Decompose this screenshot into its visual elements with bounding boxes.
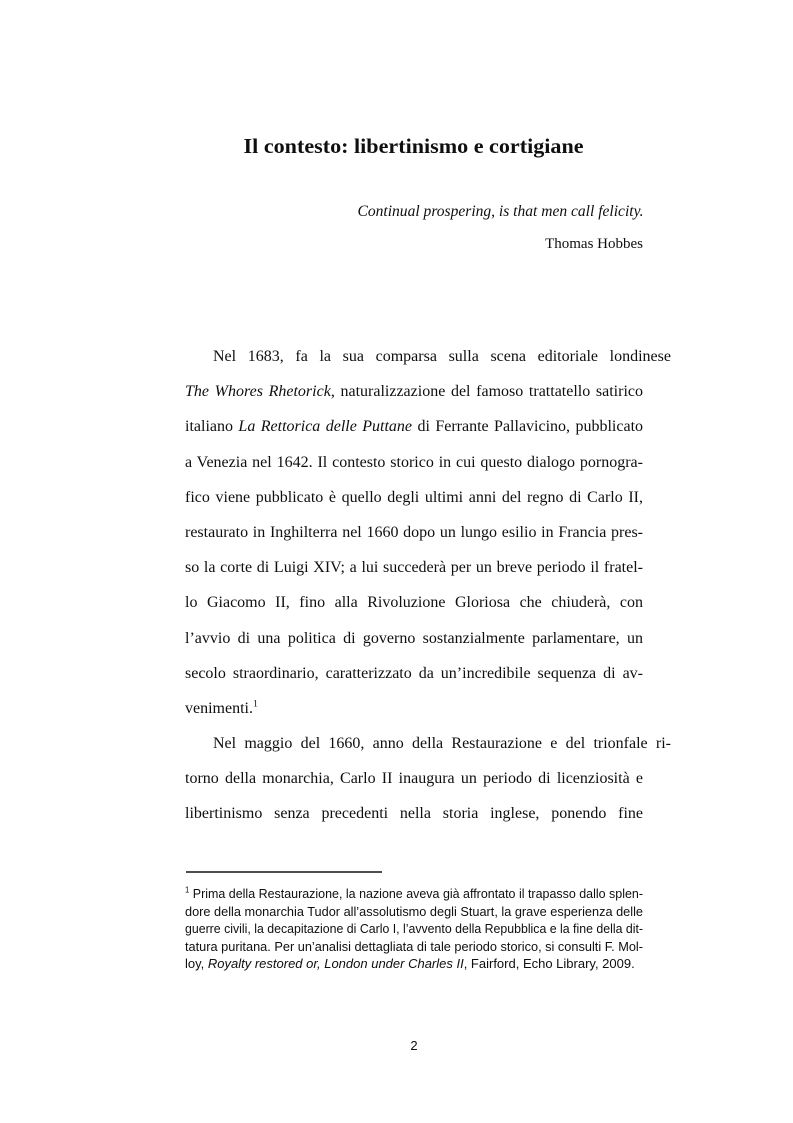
italic-text: The Whores Rhetorick [185, 383, 331, 401]
text-line [185, 409, 643, 444]
text-run: so la corte di Luigi XIV; a lui succederà per un breve periodo il fratel- [185, 559, 643, 577]
page-number: 2 [410, 1038, 418, 1053]
text-run: loy, [185, 956, 208, 971]
chapter-title-text: Il contesto: libertinismo e cortigiane [243, 134, 584, 158]
text-run: tatura puritana. Per un’analisi dettagliata di tale periodo storico, si consulti F. Mol- [185, 938, 643, 954]
text-line [185, 885, 643, 903]
text-line [185, 796, 643, 831]
text-line [185, 339, 671, 374]
text-run: guerre civili, la decapitazione di Carlo I, l’avvento della Repubblica e la fine della dit- [185, 921, 643, 936]
superscript-marker: 1 [185, 885, 190, 895]
text-line [185, 621, 643, 656]
text-run: italiano [185, 418, 239, 436]
text-run: , naturalizzazione del famoso trattatello satirico [330, 383, 643, 401]
text-line [185, 920, 643, 938]
paragraph-1 [185, 339, 671, 726]
footnote [185, 885, 643, 973]
footnote-separator-rule [186, 871, 382, 873]
italic-text: Royalty restored or, London under Charles II [207, 956, 464, 971]
text-run: lo Giacomo II, fino alla Rivoluzione Gloriosa che chiuderà, con [185, 594, 643, 612]
chapter-title [185, 134, 643, 159]
text-line [185, 550, 643, 585]
text-run: , Fairford, Echo Library, 2009. [463, 956, 635, 971]
text-run: Nel maggio del 1660, anno della Restaurazione e del trionfale ri- [213, 735, 671, 753]
text-line [185, 938, 643, 956]
text-run: restaurato in Inghilterra nel 1660 dopo un lungo esilio in Francia pres- [185, 523, 643, 541]
text-run: fico viene pubblicato è quello degli ultimi anni del regno di Carlo II, [185, 488, 643, 506]
text-line [185, 903, 643, 921]
epigraph-quote [185, 202, 643, 222]
text-line [185, 691, 643, 726]
epigraph-attribution: Thomas Hobbes [545, 236, 643, 252]
text-run: di Ferrante Pallavicino, pubblicato [412, 418, 644, 436]
text-run: secolo straordinario, caratterizzato da un’incredibile sequenza di av- [185, 664, 643, 682]
text-line [185, 656, 643, 691]
text-line [185, 374, 643, 409]
text-run: a Venezia nel 1642. Il contesto storico in cui questo dialogo pornogra- [185, 453, 643, 471]
epigraph-quote-text: Continual prospering, is that men call felicity. [357, 203, 643, 220]
paragraph-2 [185, 726, 671, 832]
text-line [185, 585, 643, 620]
text-run: Prima della Restaurazione, la nazione aveva già affrontato il trapasso dallo splen- [189, 886, 643, 901]
text-line [185, 726, 671, 761]
text-line [185, 761, 643, 796]
body-text [185, 339, 671, 832]
superscript-marker: 1 [252, 698, 258, 710]
text-run: l’avvio di una politica di governo sostanzialmente parlamentare, un [185, 629, 643, 647]
text-line [185, 955, 643, 973]
text-run: torno della monarchia, Carlo II inaugura un periodo di licenziosità e [185, 770, 643, 788]
italic-text: La Rettorica delle Puttane [238, 418, 413, 436]
text-line [185, 445, 643, 480]
text-run: libertinismo senza precedenti nella storia inglese, ponendo fine [185, 805, 643, 823]
text-line [185, 515, 643, 550]
text-run: venimenti. [185, 699, 253, 717]
text-run: Nel 1683, fa la sua comparsa sulla scena editoriale londinese [213, 348, 671, 365]
text-run: dore della monarchia Tudor all’assolutismo degli Stuart, la grave esperienza delle [185, 903, 643, 919]
text-line [185, 480, 643, 515]
